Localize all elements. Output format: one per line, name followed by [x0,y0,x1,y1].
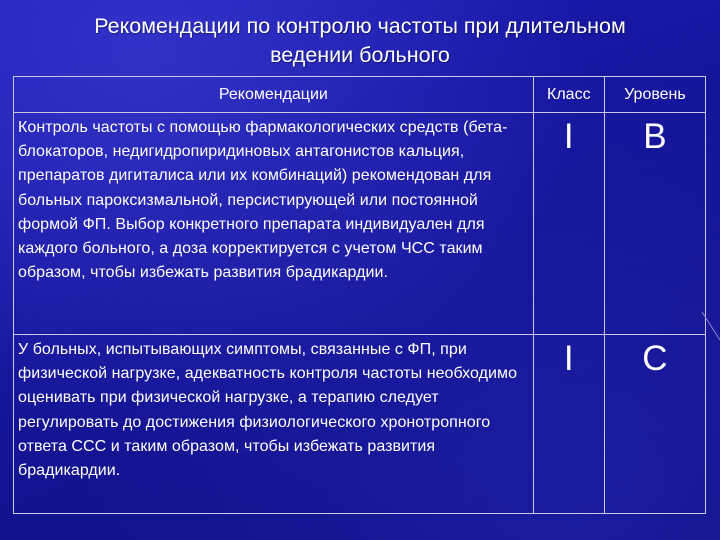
evidence-level: B [604,113,705,335]
slide-title-line-1: Рекомендации по контролю частоты при длительном [94,14,626,38]
recommendations-table [13,76,706,514]
recommendation-text: У больных, испытывающих симптомы, связанные с ФП, при физической нагрузке, адекватность контроля частоты необходимо оценивать при физической нагрузке, а терапию следует регулировать до достижения физиологического хронотропного ответа ССС и таким образом, чтобы избежать развития брадикардии. [14,335,534,514]
table-header-row [14,77,706,113]
header-recommendations: Рекомендации [14,77,534,113]
recommendation-class: I [533,335,604,514]
slide-title-line-2: ведении больного [270,43,450,67]
table-row [14,335,706,514]
slide-title [30,12,690,70]
header-level: Уровень [604,77,705,113]
header-class: Класс [533,77,604,113]
decorative-line [698,310,720,370]
table-row [14,113,706,335]
evidence-level: C [604,335,705,514]
recommendation-class: I [533,113,604,335]
recommendation-text: Контроль частоты с помощью фармакологических средств (бета-блокаторов, недигидропиридиновых антагонистов кальция, препаратов дигиталиса или их комбинаций) рекомендован для больных пароксизмальной, персистирующей или постоянной формой ФП. Выбор конкретного препарата индивидуален для каждого больного, а доза корректируется с учетом ЧСС таким образом, чтобы избежать развития брадикардии. [14,113,534,335]
